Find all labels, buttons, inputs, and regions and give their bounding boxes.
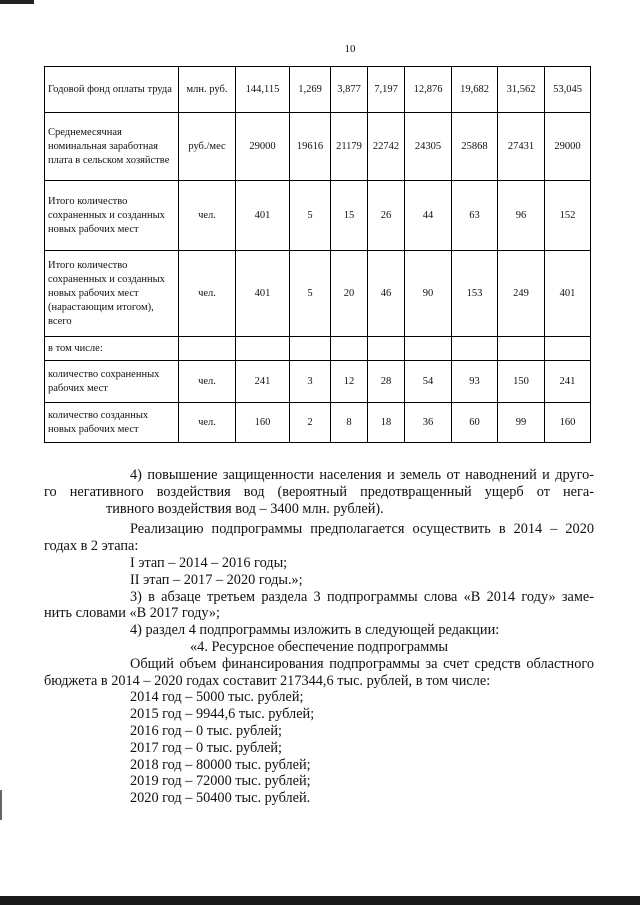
table-row <box>45 181 591 251</box>
value-cell: 90 <box>405 251 452 337</box>
value-cell: 241 <box>545 361 591 403</box>
value-cell: 150 <box>498 361 545 403</box>
table-row <box>45 361 591 403</box>
value-cell: 20 <box>331 251 368 337</box>
value-cell: 28 <box>368 361 405 403</box>
value-cell: 93 <box>452 361 498 403</box>
value-cell <box>405 337 452 361</box>
value-cell: 12,876 <box>405 67 452 113</box>
value-cell: 241 <box>236 361 290 403</box>
value-cell: 12 <box>331 361 368 403</box>
value-cell: 19,682 <box>452 67 498 113</box>
paragraph-line: годах в 2 этапа: <box>44 538 139 555</box>
year-funding-line: 2016 год – 0 тыс. рублей; <box>130 722 282 739</box>
value-cell: 401 <box>236 251 290 337</box>
table-row <box>45 403 591 443</box>
value-cell: 160 <box>545 403 591 443</box>
value-cell: 27431 <box>498 113 545 181</box>
year-funding-line: 2020 год – 50400 тыс. рублей. <box>130 790 311 807</box>
value-cell: 8 <box>331 403 368 443</box>
stage-line: I этап – 2014 – 2016 годы; <box>130 554 288 571</box>
value-cell <box>368 337 405 361</box>
section-title: «4. Ресурсное обеспечение подпрограммы <box>190 638 448 655</box>
paragraph-line: 4) повышение защищенности населения и земель от наводнений и друго- <box>130 467 594 483</box>
table-row <box>45 251 591 337</box>
value-cell: 249 <box>498 251 545 337</box>
value-cell: 15 <box>331 181 368 251</box>
value-cell: 24305 <box>405 113 452 181</box>
unit-cell: чел. <box>179 181 236 251</box>
value-cell <box>290 337 331 361</box>
scan-bottom-edge <box>0 896 640 905</box>
row-label: Итого количество сохраненных и созданных новых рабочих мест <box>45 181 179 251</box>
value-cell: 36 <box>405 403 452 443</box>
value-cell: 18 <box>368 403 405 443</box>
value-cell: 29000 <box>545 113 591 181</box>
value-cell: 21179 <box>331 113 368 181</box>
value-cell: 401 <box>236 181 290 251</box>
row-label: Годовой фонд оплаты труда <box>45 67 179 113</box>
value-cell: 44 <box>405 181 452 251</box>
page-number: 10 <box>344 43 356 55</box>
row-label: Среднемесячная номинальная заработная плата в сельском хозяйстве <box>45 113 179 181</box>
value-cell: 3,877 <box>331 67 368 113</box>
value-cell: 54 <box>405 361 452 403</box>
value-cell: 153 <box>452 251 498 337</box>
paragraph-line: Реализацию подпрограммы предполагается осуществить в 2014 – 2020 <box>130 521 594 538</box>
indicators-table <box>44 66 591 443</box>
value-cell: 401 <box>545 251 591 337</box>
document-body <box>44 467 594 807</box>
unit-cell: чел. <box>179 361 236 403</box>
value-cell <box>452 337 498 361</box>
value-cell: 152 <box>545 181 591 251</box>
paragraph-line: бюджета в 2014 – 2020 годах составит 217344,6 тыс. рублей, в том числе: <box>44 672 491 689</box>
value-cell: 3 <box>290 361 331 403</box>
value-cell: 29000 <box>236 113 290 181</box>
value-cell: 5 <box>290 181 331 251</box>
table-row <box>45 337 591 361</box>
year-funding-line: 2015 год – 9944,6 тыс. рублей; <box>130 706 315 723</box>
value-cell: 26 <box>368 181 405 251</box>
table-row <box>45 113 591 181</box>
value-cell: 53,045 <box>545 67 591 113</box>
value-cell <box>545 337 591 361</box>
paragraph-line: го негативного воздействия вод (вероятный предотвращенный ущерб от нега- <box>44 483 594 500</box>
value-cell: 99 <box>498 403 545 443</box>
value-cell: 2 <box>290 403 331 443</box>
scan-corner-mark <box>0 0 34 4</box>
paragraph-line: нить словами «В 2017 году»; <box>44 605 221 622</box>
value-cell: 160 <box>236 403 290 443</box>
unit-cell <box>179 337 236 361</box>
value-cell: 7,197 <box>368 67 405 113</box>
row-label: в том числе: <box>45 337 179 361</box>
value-cell: 46 <box>368 251 405 337</box>
year-funding-line: 2018 год – 80000 тыс. рублей; <box>130 756 311 773</box>
value-cell <box>236 337 290 361</box>
value-cell: 96 <box>498 181 545 251</box>
year-funding-line: 2014 год – 5000 тыс. рублей; <box>130 689 304 706</box>
row-label: Итого количество сохраненных и созданных новых рабочих мест (нарастающим итогом), всего <box>45 251 179 337</box>
value-cell: 5 <box>290 251 331 337</box>
value-cell: 144,115 <box>236 67 290 113</box>
row-label: количество сохраненных рабочих мест <box>45 361 179 403</box>
year-funding-line: 2017 год – 0 тыс. рублей; <box>130 739 282 756</box>
paragraph-line: 3) в абзаце третьем раздела 3 подпрограммы слова «В 2014 году» заме- <box>130 588 594 605</box>
stage-line: II этап – 2017 – 2020 годы.»; <box>130 571 303 588</box>
value-cell: 31,562 <box>498 67 545 113</box>
value-cell <box>331 337 368 361</box>
value-cell <box>498 337 545 361</box>
value-cell: 60 <box>452 403 498 443</box>
paragraph-line: 4) раздел 4 подпрограммы изложить в следующей редакции: <box>130 622 500 639</box>
paragraph-line: Общий объем финансирования подпрограммы за счет средств областного <box>130 655 594 672</box>
unit-cell: млн. руб. <box>179 67 236 113</box>
scan-margin-mark <box>0 790 2 820</box>
unit-cell: чел. <box>179 251 236 337</box>
value-cell: 25868 <box>452 113 498 181</box>
row-label: количество созданных новых рабочих мест <box>45 403 179 443</box>
value-cell: 63 <box>452 181 498 251</box>
value-cell: 1,269 <box>290 67 331 113</box>
unit-cell: чел. <box>179 403 236 443</box>
unit-cell: руб./мес <box>179 113 236 181</box>
year-funding-line: 2019 год – 72000 тыс. рублей; <box>130 773 311 790</box>
table-row <box>45 67 591 113</box>
paragraph-line: тивного воздействия вод – 3400 млн. рублей). <box>106 500 384 517</box>
value-cell: 19616 <box>290 113 331 181</box>
value-cell: 22742 <box>368 113 405 181</box>
